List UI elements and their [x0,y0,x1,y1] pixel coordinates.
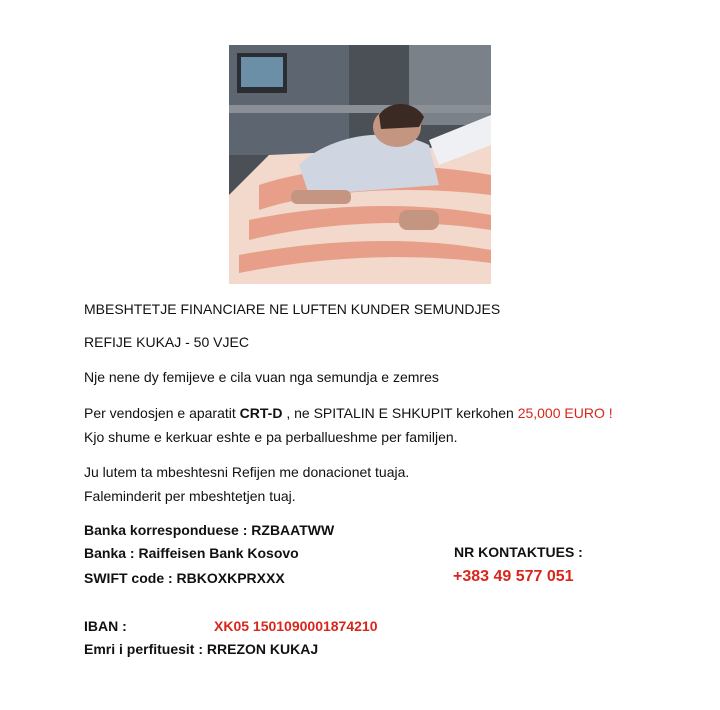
swift-code: SWIFT code : RBKOXKPRXXX [84,570,285,586]
heading: MBESHTETJE FINANCIARE NE LUFTEN KUNDER SEMUNDJES [84,301,501,317]
intro-text: Nje nene dy femijeve e cila vuan nga semundja e zemres [84,369,439,385]
hospital-bed-illustration [229,45,491,284]
paragraph1-line2: Kjo shume e kerkuar eshte e pa perballueshme per familjen. [84,429,458,445]
paragraph1-text-b: , ne SPITALIN E SHKUPIT kerkohen [282,405,518,421]
beneficiary-name: Emri i perfituesit : RREZON KUKAJ [84,641,319,657]
bank-name: Banka : Raiffeisen Bank Kosovo [84,545,299,561]
contact-phone: +383 49 577 051 [453,568,574,585]
paragraph1-line1 [84,404,613,422]
paragraph2-line2: Faleminderit per mbeshtetjen tuaj. [84,488,296,504]
device-name: CRT-D [239,405,283,421]
iban-label: IBAN : [84,618,127,634]
bank-correspondent: Banka korresponduese : RZBAATWW [84,522,335,538]
paragraph2-line1: Ju lutem ta mbeshtesni Refijen me donacionet tuaja. [84,464,410,480]
paragraph1-text-a: Per vendosjen e aparatit [84,405,240,421]
iban-value: XK05 1501090001874210 [214,618,378,634]
patient-name-age: REFIJE KUKAJ - 50 VJEC [84,334,249,350]
amount-needed: 25,000 EURO ! [517,405,613,421]
patient-photo [229,45,491,284]
contact-label: NR KONTAKTUES : [454,544,583,560]
